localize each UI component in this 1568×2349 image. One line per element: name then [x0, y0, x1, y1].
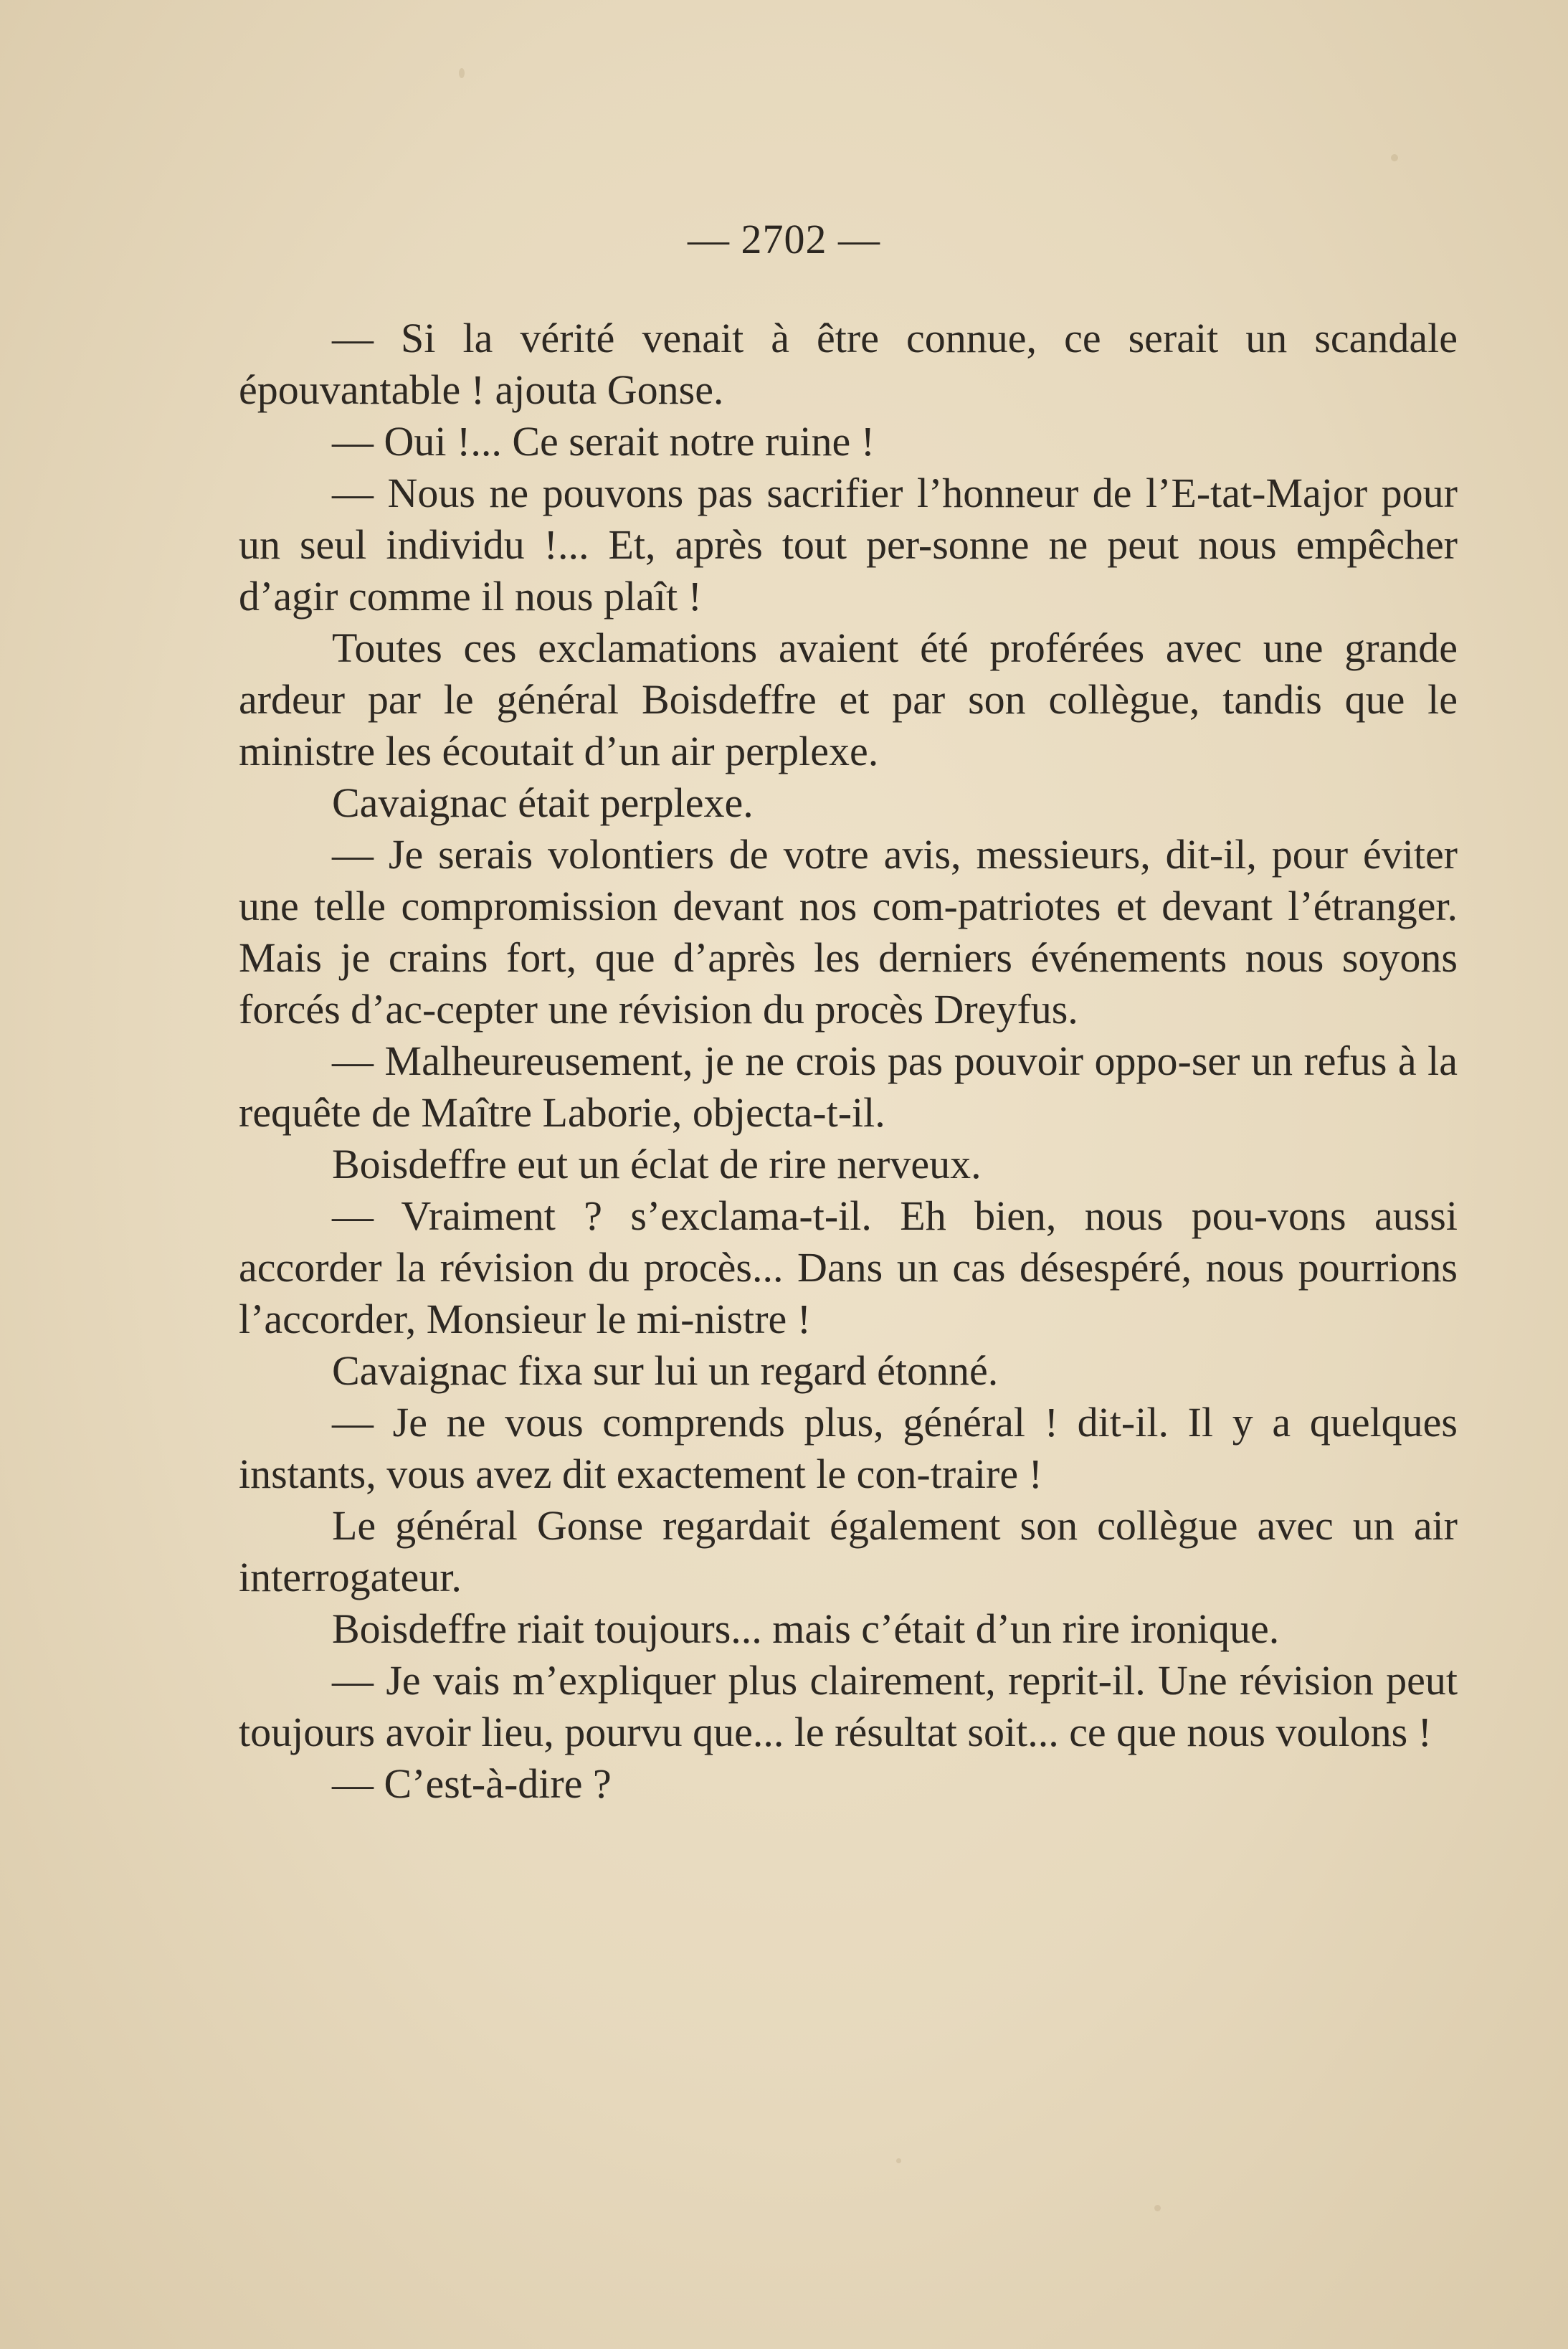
- paragraph: — Si la vérité venait à être connue, ce serait un scandale épouvantable ! ajouta Gonse.: [239, 315, 1458, 413]
- paper-stain: [1154, 2205, 1161, 2211]
- paragraph: — C’est-à-dire ?: [332, 1760, 612, 1807]
- paragraph: Boisdeffre eut un éclat de rire nerveux.: [332, 1141, 982, 1187]
- paragraph: — Je vais m’expliquer plus clairement, reprit-il. Une révision peut toujours avoir lieu, pourvu que... le résultat soit... ce que nous voulons !: [239, 1657, 1458, 1755]
- paragraph: — Je ne vous comprends plus, général ! dit-il. Il y a quelques instants, vous avez dit exactement le con-traire !: [239, 1399, 1458, 1497]
- paragraph: — Vraiment ? s’exclama-t-il. Eh bien, nous pou-vons aussi accorder la révision du procès... Dans un cas désespéré, nous pourrions l’accorder, Monsieur le mi-nistre !: [239, 1192, 1458, 1342]
- paragraph: Le général Gonse regardait également son collègue avec un air interrogateur.: [239, 1502, 1458, 1600]
- paragraph: — Oui !... Ce serait notre ruine !: [332, 418, 875, 465]
- paragraph: — Malheureusement, je ne crois pas pouvoir oppo-ser un refus à la requête de Maître Laborie, objecta-t-il.: [239, 1038, 1458, 1136]
- page-number: — 2702 —: [688, 216, 880, 262]
- body-text: [239, 313, 1458, 1810]
- paper-stain: [459, 68, 465, 78]
- paragraph: Cavaignac fixa sur lui un regard étonné.: [332, 1347, 999, 1394]
- paragraph: Boisdeffre riait toujours... mais c’était d’un rire ironique.: [332, 1605, 1280, 1652]
- paper-stain: [896, 2158, 901, 2163]
- paragraph: — Je serais volontiers de votre avis, messieurs, dit-il, pour éviter une telle compromission devant nos com-patriotes et devant l’étranger. Mais je crains fort, que d’après les derniers événements nous soyons forcés d’ac-cepter une révision du procès Dreyfus.: [239, 831, 1458, 1033]
- paragraph: Toutes ces exclamations avaient été proférées avec une grande ardeur par le général Boisdeffre et par son collègue, tandis que le ministre les écoutait d’un air perplexe.: [239, 625, 1458, 774]
- paragraph: Cavaignac était perplexe.: [332, 779, 754, 826]
- paragraph: — Nous ne pouvons pas sacrifier l’honneur de l’E-tat-Major pour un seul individu !... Et, après tout per-sonne ne peut nous empêcher d’agir comme il nous plaît !: [239, 470, 1458, 620]
- paper-stain: [1391, 154, 1398, 161]
